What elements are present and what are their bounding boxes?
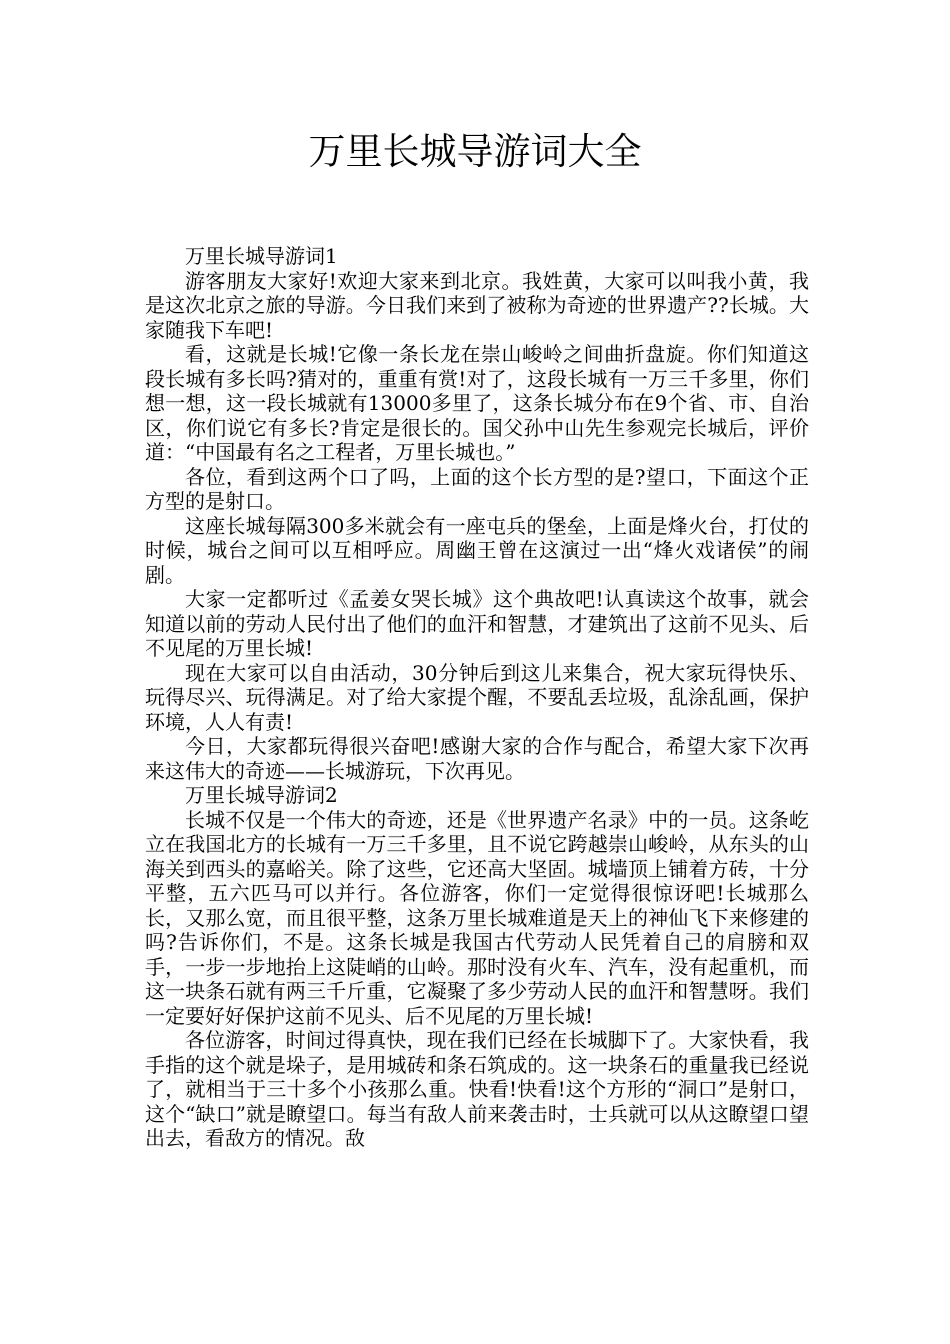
paragraph: 今日，大家都玩得很兴奋吧!感谢大家的合作与配合，希望大家下次再来这伟大的奇迹——长城游玩，下次再见。 — [145, 734, 809, 783]
paragraph: 游客朋友大家好!欢迎大家来到北京。我姓黄，大家可以叫我小黄，我是这次北京之旅的导游。今日我们来到了被称为奇迹的世界遗产??长城。大家随我下车吧! — [145, 268, 809, 342]
paragraph: 各位，看到这两个口了吗，上面的这个长方型的是?望口，下面这个正方型的是射口。 — [145, 464, 809, 513]
document-title: 万里长城导游词大全 — [308, 130, 642, 173]
paragraph: 看，这就是长城!它像一条长龙在崇山峻岭之间曲折盘旋。你们知道这段长城有多长吗?猜对的，重重有赏!对了，这段长城有一万三千多里，你们想一想，这一段长城就有13000多里了，这条长城分布在9个省、市、自治区，你们说它有多长?肯定是很长的。国父孙中山先生参观完长城后，评价道：“中国最有名之工程者，万里长城也。” — [145, 342, 809, 464]
paragraph: 大家一定都听过《孟姜女哭长城》这个典故吧!认真读这个故事，就会知道以前的劳动人民付出了他们的血汗和智慧，才建筑出了这前不见头、后不见尾的万里长城! — [145, 587, 809, 660]
document-body — [145, 244, 809, 1151]
paragraph: 现在大家可以自由活动，30分钟后到这儿来集合，祝大家玩得快乐、玩得尽兴、玩得满足。对了给大家提个醒，不要乱丢垃圾，乱涂乱画，保护环境，人人有责! — [145, 660, 809, 734]
paragraph: 长城不仅是一个伟大的奇迹，还是《世界遗产名录》中的一员。这条屹立在我国北方的长城有一万三千多里，且不说它跨越崇山峻岭，从东头的山海关到西头的嘉峪关。除了这些，它还高大坚固。城墙顶上铺着方砖，十分平整，五六匹马可以并行。各位游客，你们一定觉得很惊讶吧!长城那么长，又那么宽，而且很平整，这条万里长城难道是天上的神仙飞下来修建的吗?告诉你们，不是。这条长城是我国古代劳动人民凭着自己的肩膀和双手，一步一步地抬上这陡峭的山岭。那时没有火车、汽车，没有起重机，而这一块条石就有两三千斤重，它凝聚了多少劳动人民的血汗和智慧呀。我们一定要好好保护这前不见头、后不见尾的万里长城! — [145, 807, 809, 1028]
paragraph: 这座长城每隔300多米就会有一座屯兵的堡垒，上面是烽火台，打仗的时候，城台之间可以互相呼应。周幽王曾在这演过一出“烽火戏诸侯”的闹剧。 — [145, 513, 809, 587]
section-heading-1: 万里长城导游词1 — [185, 244, 338, 268]
paragraph: 各位游客，时间过得真快，现在我们已经在长城脚下了。大家快看，我手指的这个就是垛子，是用城砖和条石筑成的。这一块条石的重量我已经说了，就相当于三十多个小孩那么重。快看!快看!这个方形的“洞口”是射口，这个“缺口”就是瞭望口。每当有敌人前来袭击时，士兵就可以从这瞭望口望出去，看敌方的情况。敌 — [145, 1028, 809, 1150]
section-heading-2: 万里长城导游词2 — [185, 783, 338, 807]
